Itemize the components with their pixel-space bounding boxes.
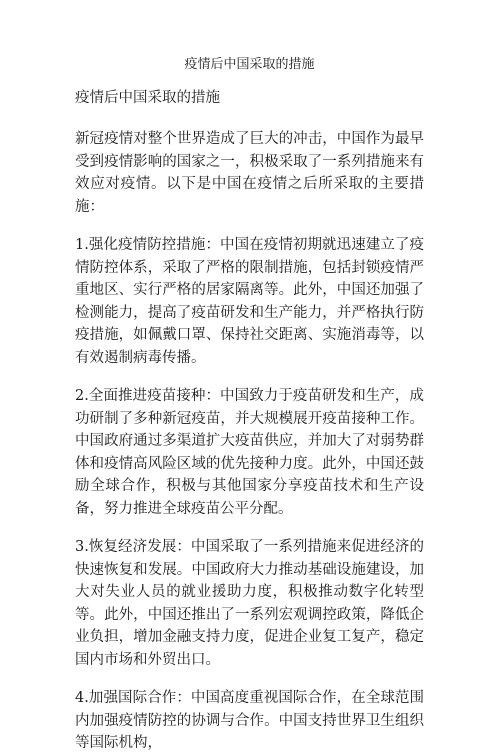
page-header-title: 疫情后中国采取的措施	[184, 57, 315, 72]
paragraph-epidemic-control: 1.强化疫情防控措施：中国在疫情初期就迅速建立了疫情防控体系，采取了严格的限制措施，包括封锁疫情严重地区、实行严格的居家隔离等。此外，中国还加强了检测能力，提高了疫苗研发和生产能力，并严格执行防疫措施，如佩戴口罩、保持社交距离、实施消毒等，以有效遏制病毒传播。	[75, 237, 424, 366]
document-heading: 疫情后中国采取的措施	[75, 90, 220, 106]
paragraph-economic-recovery: 3.恢复经济发展：中国采取了一系列措施来促进经济的快速恢复和发展。中国政府大力推动基础设施建设，加大对失业人员的就业援助力度，积极推动数字化转型等。此外，中国还推出了一系列宏观调控政策，降低企业负担，增加金融支持力度，促进企业复工复产，稳定国内市场和外贸出口。	[75, 539, 424, 668]
paragraph-intro: 新冠疫情对整个世界造成了巨大的冲击，中国作为最早受到疫情影响的国家之一，积极采取了一系列措施来有效应对疫情。以下是中国在疫情之后所采取的主要措施：	[75, 131, 424, 215]
paragraph-vaccination: 2.全面推进疫苗接种：中国致力于疫苗研发和生产，成功研制了多种新冠疫苗，并大规模展开疫苗接种工作。中国政府通过多渠道扩大疫苗供应，并加大了对弱势群体和疫情高风险区域的优先接种力度。此外，中国还鼓励全球合作，积极与其他国家分享疫苗技术和生产设备，努力推进全球疫苗公平分配。	[75, 388, 424, 517]
paragraph-international-cooperation: 4.加强国际合作：中国高度重视国际合作，在全球范围内加强疫情防控的协调与合作。中国支持世界卫生组织等国际机构，	[75, 690, 424, 751]
